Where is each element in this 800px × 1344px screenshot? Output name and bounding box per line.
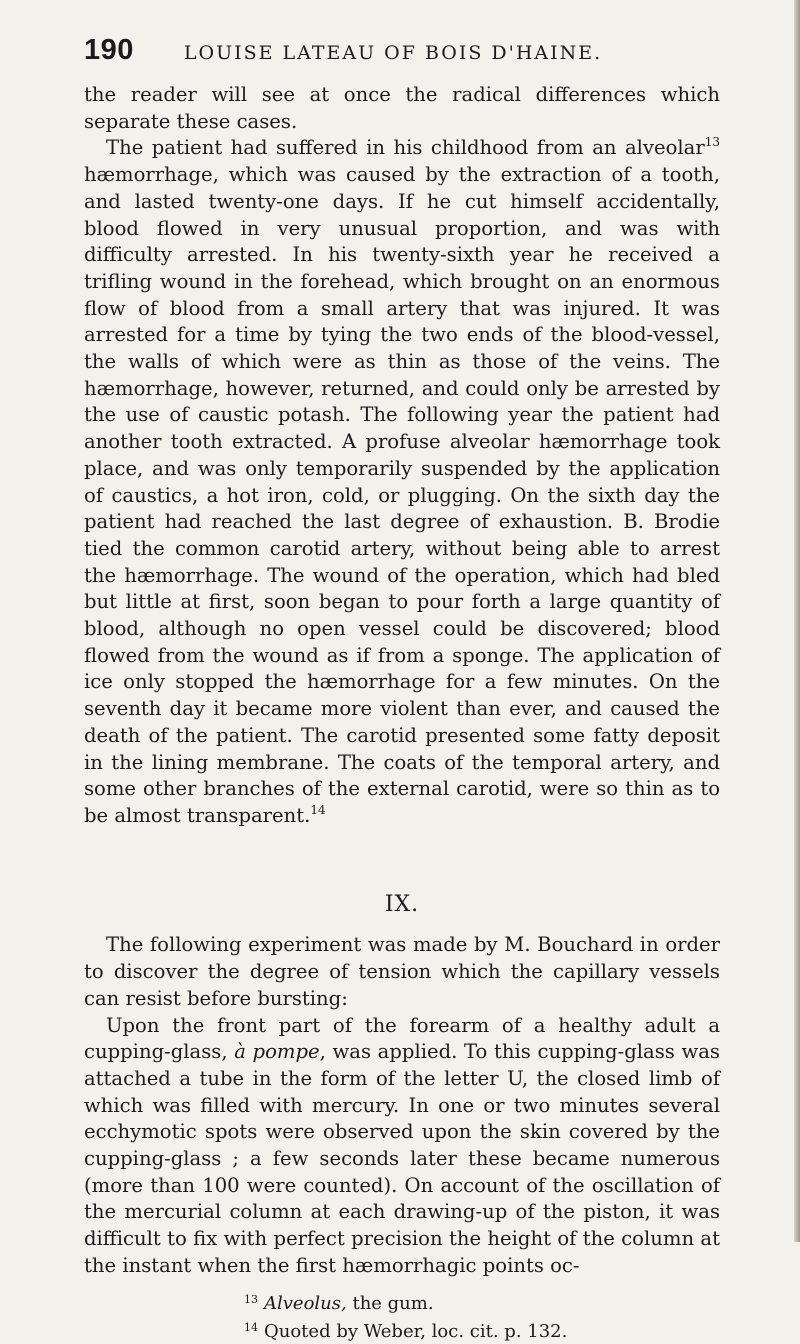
footnote-text: the gum. — [346, 1292, 434, 1314]
footnotes — [84, 1288, 720, 1344]
page-body — [84, 82, 720, 1344]
footnote-ref-14: 14 — [310, 802, 326, 817]
footnote-mark: 14 — [244, 1320, 258, 1334]
paragraph-experiment-intro: The following experiment was made by M. Bouchard in order to discover the degree of tension which the capillary vessels can resist before bursting: — [84, 933, 720, 1010]
section-heading: IX. — [384, 891, 420, 917]
page-number: 190 — [84, 34, 134, 66]
page-edge — [794, 0, 800, 1242]
running-title: LOUISE LATEAU OF BOIS D'HAINE. — [183, 42, 603, 64]
page-header — [84, 34, 724, 66]
footnote-ref-13: 13 — [704, 135, 720, 150]
footnote-text: Quoted by Weber, loc. cit. p. 132. — [264, 1320, 568, 1342]
footnote-italic: Alveolus, — [264, 1292, 347, 1314]
paragraph-text: , was applied. To this cupping-glass was attached a tube in the form of the letter U, the closed limb of which was filled with mercury. In one or two minutes several ecchymotic spots were observed upon the skin covered by the cupping-glass ; a few seconds later these became numerous (more than 100 were counted). On account of the oscillation of the mercurial column at each drawing-up of the piston, it was difficult to fix with perfect precision the height of the column at the instant when the first hæmorrhagic points oc- — [84, 1040, 720, 1277]
paragraph-experiment — [84, 1013, 720, 1280]
paragraph-text: The patient had suffered in his childhood from an alveolar — [106, 136, 705, 160]
paragraph-text: Upon the front part of the forearm of a healthy adult a cupping-glass, — [84, 1013, 720, 1064]
paragraph-patient-history — [84, 135, 720, 829]
footnote-13 — [244, 1288, 720, 1316]
paragraph-continuation: the reader will see at once the radical differences which separate these cases. — [84, 83, 720, 133]
paragraph-text: hæmorrhage, which was caused by the extraction of a tooth, and lasted twenty-one days. If he cut himself accidentally, blood flowed in very unusual proportion, and was with difficulty arrested. In his twenty-sixth year he received a trifling wound in the forehead, which brought on an enormous flow of blood from a small artery that was injured. It was arrested for a time by tying the two ends of the blood-vessel, the walls of which were as thin as those of the veins. The hæmorrhage, however, returned, and could only be arrested by the use of caustic potash. The following year the patient had another tooth extracted. A profuse alveolar hæmorrhage took place, and was only temporarily suspended by the application of caustics, a hot iron, cold, or plugging. On the sixth day the patient had reached the last degree of exhaustion. B. Brodie tied the common carotid artery, without being able to arrest the hæmorrhage. The wound of the operation, which had bled but little at first, soon began to pour forth a large quantity of blood, although no open vessel could be discovered; blood flowed from the wound as if from a sponge. The application of ice only stopped the hæmorrhage for a few minutes. On the seventh day it became more violent than ever, and caused the death of the patient. The carotid presented some fatty deposit in the lining membrane. The coats of the temporal artery, and some other branches of the external carotid, were so thin as to be almost transparent. — [84, 163, 720, 827]
footnote-14 — [244, 1316, 720, 1344]
footnote-mark: 13 — [244, 1292, 258, 1306]
italic-term: à pompe — [234, 1040, 320, 1064]
